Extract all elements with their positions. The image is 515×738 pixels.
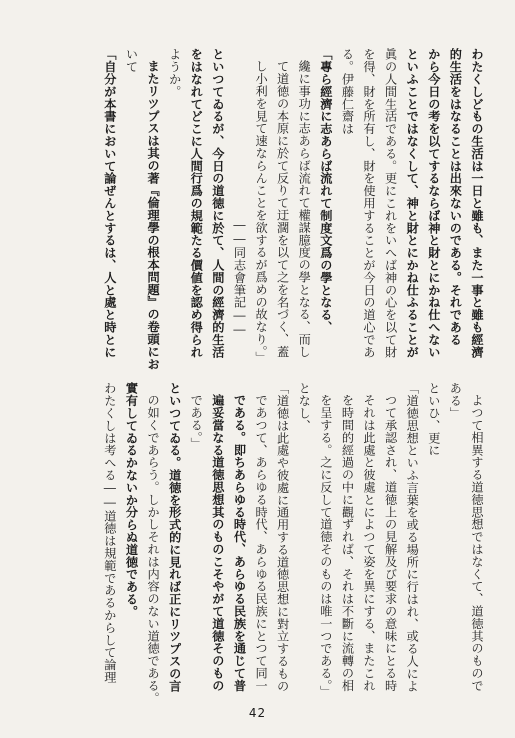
text-column: といつてゐるが、今日の道徳に於て、人間の經濟的生活	[210, 48, 225, 358]
text-column: から今日の考を以てするならば神と財とにかね仕へない	[426, 48, 441, 358]
quote-column: である。」	[189, 394, 204, 451]
text-column: をはなれてどこに人間行爲の規範たる價値を認め得られ	[189, 48, 204, 358]
upper-text-block	[32, 48, 487, 371]
quote-column: 「道徳思想といふ言葉を或る場所に行はれ、或る人によ	[405, 382, 420, 692]
quote-column: 遍妥當なる道徳思想其のものこそやがて道徳そのもの	[210, 394, 225, 692]
quote-column: つて承認され、道徳上の見解及び要求の意味にとる時	[383, 394, 398, 692]
text-column: の如くであらう。しかしそれは内容のない道徳である。	[146, 394, 161, 705]
text-column: 的生活をはなることは出來ないのである。それである	[448, 48, 463, 346]
text-column: といつてゐる。道徳を形式的に見れば正にリツプスの言	[167, 382, 182, 692]
text-column: 實有してゐるかないか分らぬ道徳である。	[124, 382, 139, 618]
text-column: ようか。	[167, 48, 182, 98]
text-column: る。伊藤仁齋は	[340, 48, 355, 135]
quote-column: を呈する。之に反して道徳そのものは唯一つである。」	[318, 394, 333, 699]
text-column: ある」	[448, 382, 463, 420]
quote-column: である。即ちあらゆる時代、あらゆる民族を通じて普	[232, 394, 247, 692]
page-number: 42	[248, 706, 267, 720]
quote-column: 纔に事功に志あらば流れて權謀臆度の學となる、而し	[297, 60, 312, 358]
quote-column: 「專ら經濟に志あらば流れて制度文爲の學となる、	[318, 48, 333, 334]
quote-source: ――同志會筆記――	[232, 218, 247, 337]
text-column: よつて相異する道徳思想ではなくて、道徳其のもので	[470, 394, 484, 692]
quote-column: て道徳の本原に於て反りて迂濶を以て之を名づく、蓋	[275, 60, 290, 358]
text-column: といふことではなくして、神と財とにかね仕ふることが	[405, 48, 420, 358]
text-column: わたくしは考へる――道徳は規範であるからして論理	[102, 382, 117, 684]
lower-text-block	[32, 382, 487, 705]
quote-column: 「自分が本書において論ぜんとするは、人と處と時とに	[102, 48, 117, 358]
text-column: 眞の人間生活である。更にこれをいへば神の心を以て財	[383, 48, 398, 358]
quote-column: であつて、あらゆる時代、あらゆる民族にとつて同一	[254, 394, 269, 692]
text-column: となし、	[297, 382, 312, 432]
quote-column: それは此處と彼處とによつて姿を異にする、またこれ	[362, 394, 377, 692]
text-column: いて	[124, 48, 139, 73]
text-column: わたくしどもの生活は一日と雖も、また一事と雖も經濟	[470, 48, 484, 358]
quote-column: 「道徳は此處や彼處に通用する道徳思想に對立するもの	[275, 382, 290, 692]
text-column: またリツプスは其の著『倫理學の根本問題』の卷頭にお	[146, 60, 161, 371]
text-column: を得、財を所有し、財を使用することが今日の道心であ	[362, 48, 377, 358]
quote-column: を時間的經過の中に觀ずれば、それは不斷に流轉の相	[340, 394, 355, 692]
quote-column: し小利を見て速ならんことを欲するが爲めの故なり。」	[254, 60, 269, 365]
text-column: といひ、更に	[426, 382, 441, 457]
